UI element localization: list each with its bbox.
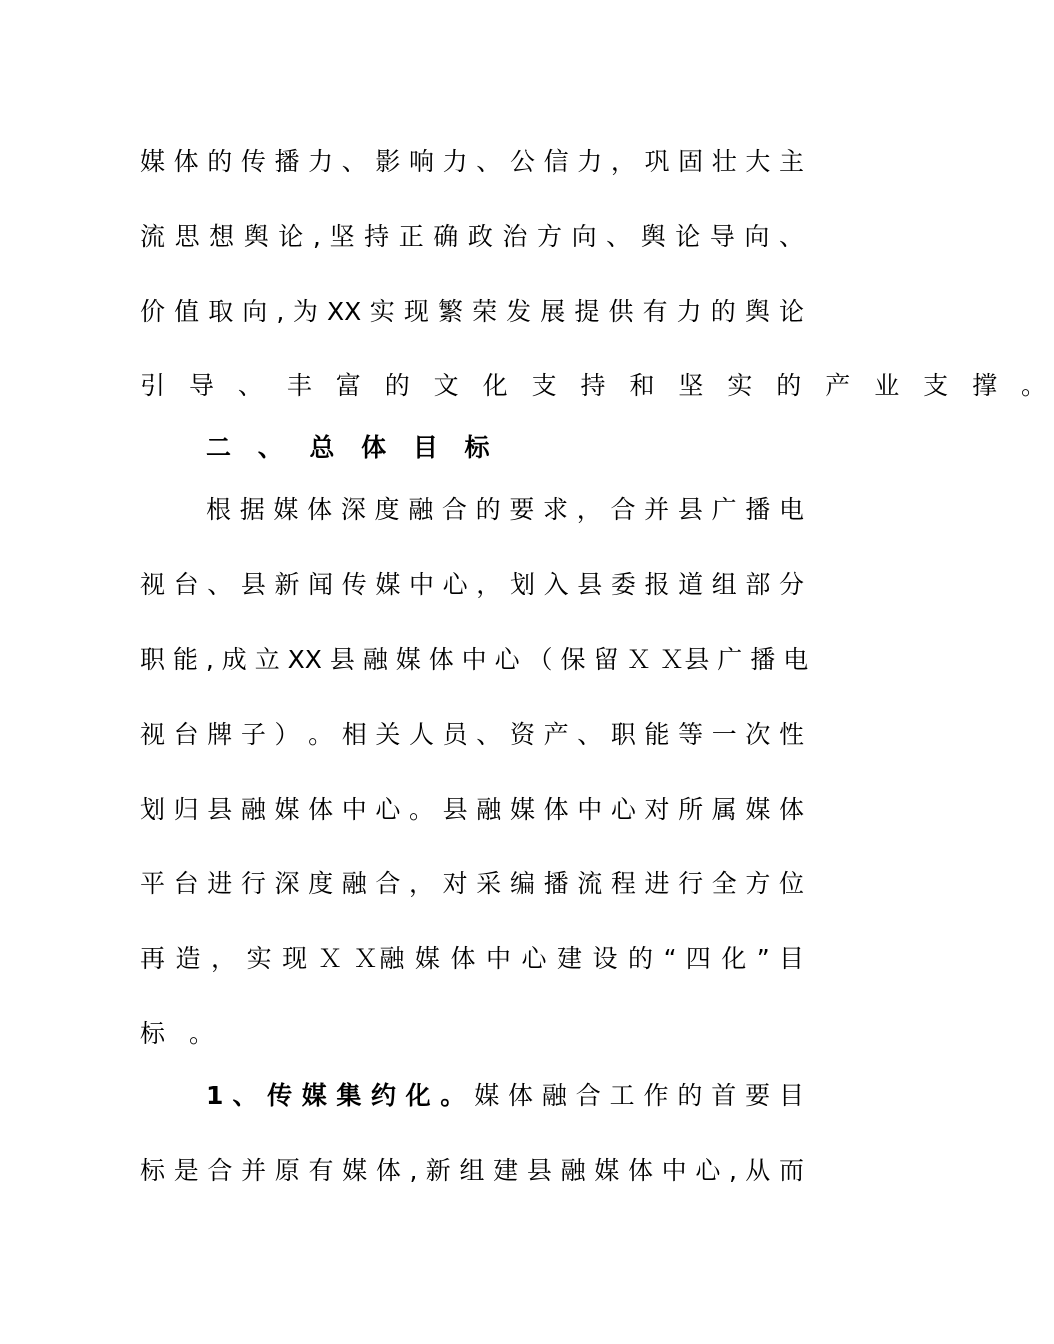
bold-lead-text: 1 、 传 媒 集 约 化 。 <box>206 1081 466 1110</box>
paragraph-text: 媒 体 融 合 工 作 的 首 要 目 <box>474 1081 804 1110</box>
paragraph-line: 视 台 、 县 新 闻 传 媒 中 心 ， 划 入 县 委 报 道 组 部 分 <box>140 570 804 599</box>
paragraph-line: 视 台 牌 子 ） 。 相 关 人 员 、 资 产 、 职 能 等 一 次 性 <box>140 720 804 749</box>
paragraph-line: 标 是 合 并 原 有 媒 体 , 新 组 建 县 融 媒 体 中 心 , 从 而 <box>140 1156 804 1185</box>
paragraph-line: 根 据 媒 体 深 度 融 合 的 要 求 ， 合 并 县 广 播 电 <box>206 495 804 524</box>
paragraph-line: 标 。 <box>140 1019 222 1048</box>
paragraph-line: 再 造 ， 实 现 Ｘ Ｘ融 媒 体 中 心 建 设 的 “ 四 化 ” 目 <box>140 944 804 973</box>
paragraph-line: 媒 体 的 传 播 力 、 影 响 力 、 公 信 力 ， 巩 固 壮 大 主 <box>140 147 804 176</box>
paragraph-line-with-lead <box>206 1076 804 1116</box>
paragraph-line: 划 归 县 融 媒 体 中 心 。 县 融 媒 体 中 心 对 所 属 媒 体 <box>140 795 804 824</box>
paragraph-line: 价 值 取 向 , 为 XX 实 现 繁 荣 发 展 提 供 有 力 的 舆 论 <box>140 297 804 326</box>
paragraph-line: 引 导 、 丰 富 的 文 化 支 持 和 坚 实 的 产 业 支 撑 。 <box>140 371 1054 400</box>
paragraph-line: 职 能 , 成 立 XX 县 融 媒 体 中 心 （ 保 留 Ｘ Ｘ县 广 播 电 <box>140 645 809 674</box>
paragraph-line: 流 思 想 舆 论 , 坚 持 正 确 政 治 方 向 、 舆 论 导 向 、 <box>140 222 804 251</box>
section-heading: 二 、 总 体 目 标 <box>206 433 499 462</box>
paragraph-line: 平 台 进 行 深 度 融 合 ， 对 采 编 播 流 程 进 行 全 方 位 <box>140 869 804 898</box>
